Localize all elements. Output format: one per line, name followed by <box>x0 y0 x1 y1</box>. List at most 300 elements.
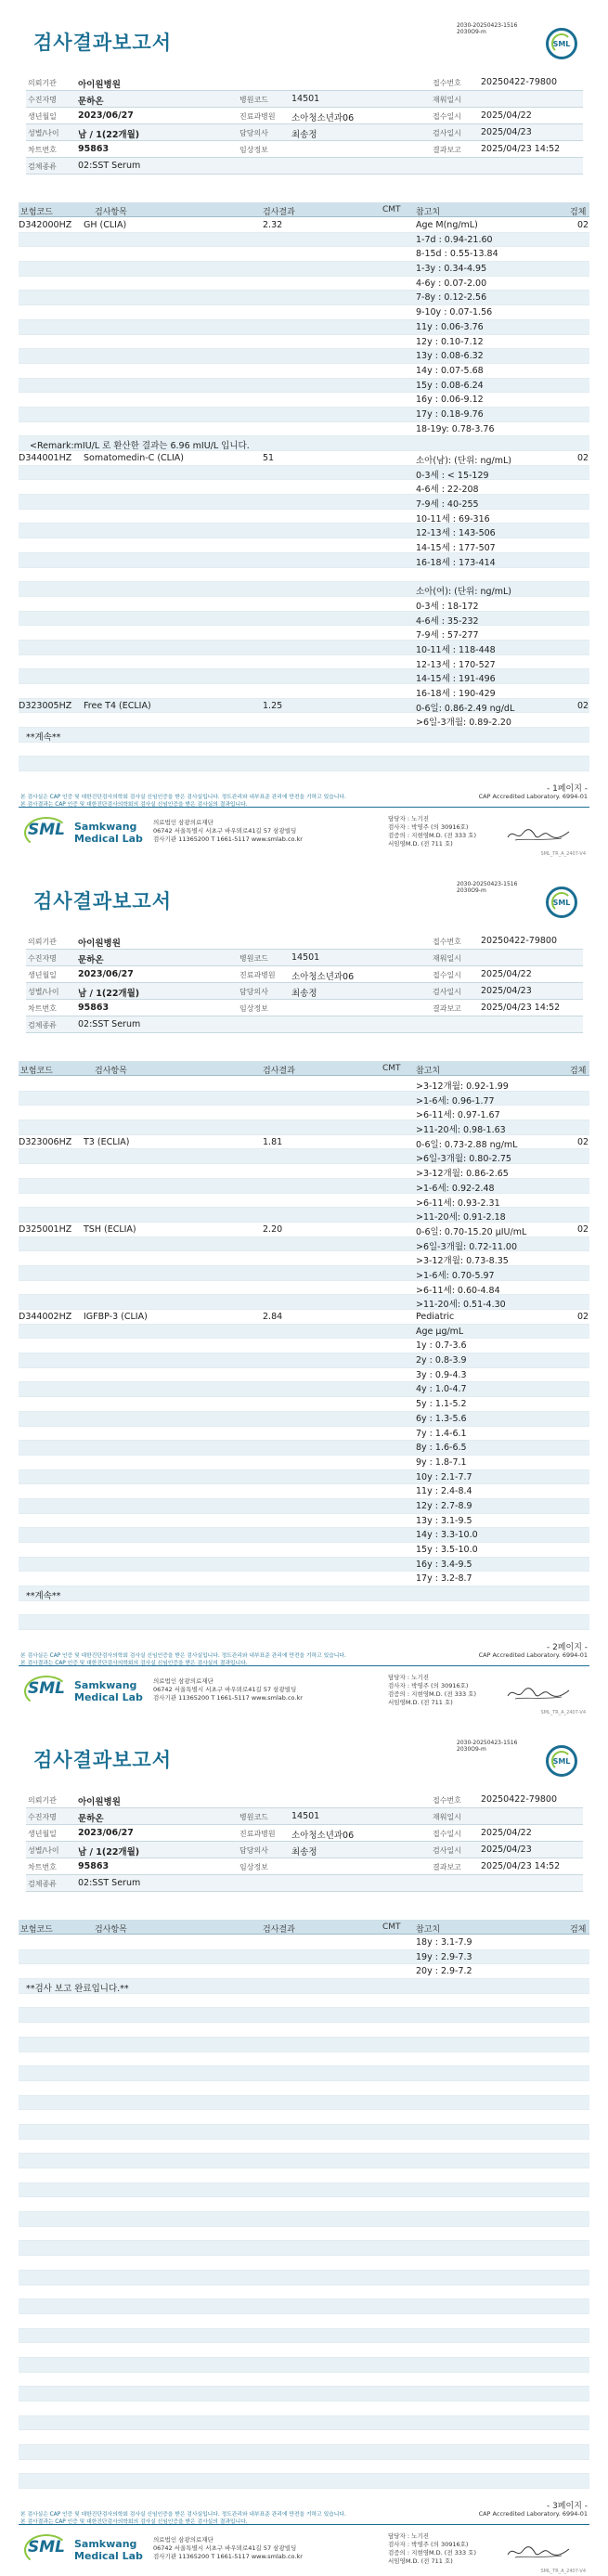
table-row <box>19 1528 589 1543</box>
hospital-code-label: 병원코드 <box>239 1813 268 1821</box>
reference-range: 3y : 0.9-4.3 <box>416 1369 467 1380</box>
hospital-code-value: 14501 <box>291 94 320 104</box>
table-row <box>19 2212 589 2227</box>
table-row <box>19 1427 589 1442</box>
col-code: 보험코드 <box>20 1925 53 1935</box>
dob-label: 생년월일 <box>28 1830 57 1838</box>
table-row <box>19 1412 589 1427</box>
tested-value: 2025/04/23 <box>481 986 532 996</box>
table-row <box>19 553 589 568</box>
reference-range: Pediatric <box>416 1312 455 1322</box>
dob-label: 생년월일 <box>28 112 57 121</box>
specimen-code: 02 <box>577 453 589 463</box>
info-row <box>26 158 583 175</box>
doctor-label: 담당의사 <box>239 1846 268 1855</box>
table-row <box>19 1558 589 1573</box>
reference-range: 8-15d : 0.55-13.84 <box>416 249 498 260</box>
table-row <box>19 1223 589 1237</box>
table-row <box>19 364 589 379</box>
table-row <box>19 1353 589 1368</box>
table-row <box>19 379 589 394</box>
barcode-line: 2030O9-m <box>457 29 486 35</box>
lab-notice: 본 검사실은 CAP 인증 및 대한진단검사의학회 검사실 신임인증을 받은 검사실입니다. 정도관리와 내부표준 관리에 만전을 기하고 있습니다. <box>20 2512 346 2518</box>
specimen-value: 02:SST Serum <box>78 1019 141 1029</box>
chart-label: 차트번호 <box>28 1863 57 1871</box>
hospital-code-value: 14501 <box>291 952 320 963</box>
table-row <box>19 2038 589 2052</box>
reference-range: >6일-3개월: 0.80-2.75 <box>416 1154 511 1165</box>
table-row <box>19 538 589 553</box>
name-value: 문하온 <box>78 955 104 965</box>
received-value: 2025/04/22 <box>481 110 532 121</box>
table-row <box>19 582 589 597</box>
table-row <box>19 2256 589 2271</box>
info-row <box>26 950 583 966</box>
reference-range: 9y : 1.8-7.1 <box>416 1456 467 1468</box>
table-row <box>19 2183 589 2198</box>
sex-age-label: 성별/나이 <box>28 988 59 996</box>
table-row <box>19 2299 589 2314</box>
table-row <box>19 2023 589 2038</box>
reference-range: 20y : 2.9-7.2 <box>416 1966 472 1977</box>
table-row <box>19 699 589 714</box>
reference-range: Age M(ng/mL) <box>416 220 478 230</box>
reference-range: 18y : 3.1-7.9 <box>416 1937 472 1948</box>
sex-age-label: 성별/나이 <box>28 1846 59 1855</box>
footer-divider <box>19 1665 589 1666</box>
barcode-line: 2030O9-m <box>457 1746 486 1753</box>
signature-icon <box>506 1685 571 1702</box>
table-row <box>19 1135 589 1150</box>
table-row <box>19 422 589 437</box>
tested-label: 검사일시 <box>433 129 461 137</box>
clinical-label: 임상정보 <box>239 1863 268 1871</box>
tested-label: 검사일시 <box>433 1846 461 1855</box>
continuation-note: **계속** <box>26 1591 61 1602</box>
reference-range: >11-20세: 0.51-4.30 <box>416 1300 506 1311</box>
table-row <box>19 2460 589 2475</box>
table-row <box>19 2314 589 2329</box>
table-row <box>19 320 589 335</box>
test-result: 51 <box>263 453 275 463</box>
col-ref: 참고치 <box>416 1925 441 1935</box>
specimen-label: 검체종류 <box>28 1880 57 1888</box>
table-row <box>19 2140 589 2155</box>
reference-range: 14-15세 : 191-496 <box>416 674 496 685</box>
reference-range: 15y : 0.08-6.24 <box>416 380 484 391</box>
col-name: 검사항목 <box>95 1067 127 1076</box>
doctor-line: 서임영M.D. (전 711 호) <box>388 1699 453 1706</box>
results-table-header <box>19 1061 589 1076</box>
hospital-code-value: 14501 <box>291 1811 320 1821</box>
dept-value: 소아청소년과06 <box>291 972 355 982</box>
table-row <box>19 2110 589 2125</box>
reference-range: 4-6y : 0.07-2.00 <box>416 278 487 289</box>
table-row <box>19 597 589 612</box>
specimen-code: 02 <box>577 1136 589 1147</box>
samkwang-logo-icon <box>28 1679 65 1705</box>
lab-name-line: Medical Lab <box>74 1691 143 1703</box>
table-row <box>19 1281 589 1296</box>
reference-range: 13y : 3.1-9.5 <box>416 1515 472 1526</box>
table-row <box>19 510 589 524</box>
reference-range: >1-6세: 0.92-2.48 <box>416 1183 495 1194</box>
footer-divider <box>19 807 589 808</box>
page-number: - 1페이지 - <box>546 784 588 794</box>
table-row <box>19 2066 589 2081</box>
table-row <box>19 2285 589 2300</box>
address-line: 의료법인 삼광의료재단 <box>153 819 213 826</box>
reported-label: 결과보고 <box>433 1863 461 1871</box>
reference-range: 7-9세 : 57-277 <box>416 630 479 641</box>
reference-range: 19y : 2.9-7.3 <box>416 1951 472 1962</box>
table-row <box>19 1514 589 1529</box>
table-row <box>19 436 589 451</box>
col-result: 검사결과 <box>263 208 295 217</box>
info-row <box>26 1000 583 1016</box>
barcode-label <box>457 22 517 35</box>
reference-range: >6-11세: 0.97-1.67 <box>416 1110 500 1121</box>
lab-name <box>74 1679 143 1703</box>
col-cmt: CMT <box>382 1922 401 1932</box>
doctor-line: 검증의 : 지현영M.D. (전 333 호) <box>388 1690 476 1698</box>
reference-range: >11-20세: 0.91-2.18 <box>416 1212 506 1223</box>
sml-logo-icon <box>546 887 577 918</box>
logo-text: SML <box>552 899 571 907</box>
samkwang-logo-icon <box>28 2538 65 2564</box>
col-name: 검사항목 <box>95 208 127 217</box>
info-row <box>26 141 583 158</box>
report-page <box>0 0 608 859</box>
table-row <box>19 247 589 262</box>
logo-ring <box>24 2534 69 2566</box>
patient-info <box>26 933 583 1033</box>
table-row <box>19 408 589 422</box>
lab-address <box>153 2536 303 2561</box>
table-row <box>19 2358 589 2373</box>
report-date-label: 재워일시 <box>433 954 461 963</box>
table-row <box>19 1266 589 1281</box>
report-date-label: 재워일시 <box>433 96 461 104</box>
reported-value: 2025/04/23 14:52 <box>481 144 561 154</box>
doctor-line: 담당자 : 노기진 <box>388 815 429 822</box>
doctor-line: 담당자 : 노기진 <box>388 1674 429 1681</box>
results-table-header <box>19 202 589 217</box>
reference-range: >3-12개월: 0.86-2.65 <box>416 1169 509 1180</box>
sml-logo-icon <box>546 1745 577 1777</box>
cap-accreditation: CAP Accredited Laboratory. 6994-01 <box>478 1651 588 1659</box>
chart-value: 95863 <box>78 1861 110 1871</box>
table-row <box>19 1194 589 1209</box>
doctor-label: 담당의사 <box>239 988 268 996</box>
table-row <box>19 1106 589 1120</box>
reported-label: 결과보고 <box>433 146 461 154</box>
table-row <box>19 1441 589 1456</box>
table-row <box>19 1325 589 1340</box>
address-line: 의료법인 삼광의료재단 <box>153 1677 213 1685</box>
dept-label: 진료과병원 <box>239 971 276 979</box>
reference-range: >6일-3개월: 0.89-2.20 <box>416 718 511 729</box>
col-ref: 참고치 <box>416 208 441 217</box>
name-label: 수진자명 <box>28 954 57 963</box>
report-title: 검사결과보고서 <box>33 890 173 913</box>
table-row <box>19 1950 589 1965</box>
dob-value: 2023/06/27 <box>78 969 134 979</box>
reference-range: 0-6일: 0.70-15.20 μIU/mL <box>416 1226 527 1237</box>
table-row <box>19 2387 589 2401</box>
table-row <box>19 2125 589 2140</box>
reference-range: 14y : 0.07-5.68 <box>416 365 484 376</box>
test-name: Free T4 (ECLIA) <box>84 700 151 711</box>
doctor-line: 서임영M.D. (전 711 호) <box>388 2557 453 2565</box>
lab-notice-2: 본 검사결과는 CAP 인증 및 대한진단검사의학회의 검사실 신임인증을 받은 검사실의 결과입니다. <box>20 2519 248 2525</box>
test-name: GH (CLIA) <box>84 220 127 230</box>
samkwang-logo-icon <box>28 821 65 847</box>
table-row <box>19 2445 589 2460</box>
chart-label: 차트번호 <box>28 1004 57 1013</box>
footer-divider <box>19 2524 589 2525</box>
insurance-code: D344001HZ <box>19 453 72 463</box>
logo-ring <box>24 817 69 848</box>
table-row <box>19 2343 589 2358</box>
specimen-label: 검체종류 <box>28 1021 57 1029</box>
table-row <box>19 2096 589 2111</box>
table-row <box>19 1586 589 1601</box>
col-specimen: 검체 <box>570 1925 587 1935</box>
logo-ring <box>24 1676 69 1707</box>
specimen-label: 검체종류 <box>28 162 57 171</box>
lab-name-line: Medical Lab <box>74 833 143 845</box>
col-code: 보험코드 <box>20 1067 53 1076</box>
reference-range: 2y : 0.8-3.9 <box>416 1355 467 1366</box>
clinical-label: 임상정보 <box>239 146 268 154</box>
test-name: TSH (ECLIA) <box>84 1223 136 1235</box>
table-row <box>19 349 589 364</box>
doctor-value: 최송정 <box>291 1847 317 1858</box>
hospital-value: 아이원병원 <box>78 80 121 90</box>
reported-value: 2025/04/23 14:52 <box>481 1861 561 1871</box>
reference-range: >6일-3개월: 0.72-11.00 <box>416 1241 518 1252</box>
table-row <box>19 1615 589 1630</box>
reference-range: 17y : 3.2-8.7 <box>416 1573 472 1585</box>
report-footer <box>0 1640 608 1717</box>
accession-label: 접수번호 <box>433 1796 461 1805</box>
reference-range: 16-18세 : 190-429 <box>416 689 496 699</box>
table-row <box>19 2052 589 2067</box>
table-row <box>19 2081 589 2096</box>
col-cmt: CMT <box>382 205 401 214</box>
table-row <box>19 393 589 408</box>
table-row <box>19 262 589 277</box>
received-label: 접수일시 <box>433 1830 461 1838</box>
lab-name <box>74 2538 143 2562</box>
lab-notice: 본 검사실은 CAP 인증 및 대한진단검사의학회 검사실 신임인증을 받은 검사실입니다. 정도관리와 내부표준 관리에 만전을 기하고 있습니다. <box>20 1653 346 1659</box>
hospital-code-label: 병원코드 <box>239 954 268 963</box>
table-row <box>19 626 589 641</box>
info-row <box>26 1016 583 1033</box>
report-title: 검사결과보고서 <box>33 32 173 54</box>
doctor-value: 최송정 <box>291 130 317 140</box>
dept-label: 진료과병원 <box>239 112 276 121</box>
test-result: 2.20 <box>263 1223 283 1235</box>
address-line: 검사기관 11365200 T 1661-5117 www.smlab.co.kr <box>153 2553 303 2560</box>
name-label: 수진자명 <box>28 96 57 104</box>
barcode-line: 2030-20250423-1516 <box>457 22 518 29</box>
barcode-line: 2030-20250423-1516 <box>457 1740 518 1746</box>
doctor-line: 검증의 : 지현영M.D. (전 333 호) <box>388 2549 476 2557</box>
reference-range: 17y : 0.18-9.76 <box>416 408 484 420</box>
doctor-line: 검사자 : 박영주 (의 30916호) <box>388 2541 469 2548</box>
info-row <box>26 1875 583 1892</box>
table-row <box>19 1077 589 1092</box>
table-row <box>19 2416 589 2431</box>
reference-range: 14y : 3.3-10.0 <box>416 1530 478 1541</box>
barcode-label <box>457 1740 517 1753</box>
patient-info <box>26 1792 583 1892</box>
chart-label: 차트번호 <box>28 146 57 154</box>
doctor-value: 최송정 <box>291 989 317 999</box>
table-row <box>19 1935 589 1950</box>
table-row <box>19 2154 589 2168</box>
table-row <box>19 1382 589 1397</box>
table-row <box>19 1179 589 1194</box>
reference-range: 소아(남): (단위: ng/mL) <box>416 456 511 466</box>
report-header <box>0 859 608 924</box>
reported-value: 2025/04/23 14:52 <box>481 1003 561 1013</box>
info-row <box>26 1825 583 1842</box>
table-row <box>19 1499 589 1514</box>
reference-range: 1-3y : 0.34-4.95 <box>416 264 487 275</box>
info-row <box>26 966 583 983</box>
tested-value: 2025/04/23 <box>481 127 532 137</box>
continuation-note: **검사 보고 완료입니다.** <box>26 1984 129 1995</box>
received-value: 2025/04/22 <box>481 1828 532 1838</box>
reference-range: 15y : 3.5-10.0 <box>416 1545 478 1555</box>
reference-range: 4y : 1.0-4.7 <box>416 1384 467 1395</box>
table-row <box>19 655 589 670</box>
accession-value: 20250422-79800 <box>481 1794 558 1805</box>
info-row <box>26 1808 583 1825</box>
report-page <box>0 859 608 1717</box>
reference-range: 16-18세 : 173-414 <box>416 557 496 568</box>
test-result: 2.32 <box>263 220 283 230</box>
reference-range: 16y : 3.4-9.5 <box>416 1559 472 1570</box>
table-row <box>19 1397 589 1412</box>
patient-info <box>26 74 583 175</box>
test-name: IGFBP-3 (CLIA) <box>84 1312 148 1322</box>
reference-range: 11y : 0.06-3.76 <box>416 321 484 332</box>
table-row <box>19 743 589 757</box>
result-remark: <Remark:mIU/L 로 환산한 결과는 6.96 mIU/L 입니다. <box>30 441 250 452</box>
report-page <box>0 1717 608 2576</box>
reference-range: 12-13세 : 170-527 <box>416 659 496 670</box>
report-date-label: 재워일시 <box>433 1813 461 1821</box>
tested-label: 검사일시 <box>433 988 461 996</box>
reference-range: >6-11세: 0.93-2.31 <box>416 1197 500 1209</box>
reference-range: 0-6일: 0.73-2.88 ng/mL <box>416 1139 518 1150</box>
reference-range: 16y : 0.06-9.12 <box>416 395 484 406</box>
form-id: SML_TR_A_2407-V4 <box>540 2569 586 2574</box>
table-row <box>19 757 589 771</box>
hospital-value: 아이원병원 <box>78 1797 121 1807</box>
address-line: 검사기관 11365200 T 1661-5117 www.smlab.co.kr <box>153 1694 303 1702</box>
table-row <box>19 305 589 320</box>
table-row <box>19 1368 589 1383</box>
reference-range: 0-3세 : < 15-129 <box>416 470 489 481</box>
reference-range: 10-11세 : 69-316 <box>416 513 490 524</box>
reference-range: 1-7d : 0.94-21.60 <box>416 234 493 245</box>
results-table-body <box>19 1077 589 1640</box>
received-label: 접수일시 <box>433 971 461 979</box>
doctor-line: 검사자 : 박영주 (의 30916호) <box>388 823 469 831</box>
insurance-code: D323005HZ <box>19 700 72 711</box>
test-result: 1.25 <box>263 700 283 711</box>
reference-range: 7y : 1.4-6.1 <box>416 1428 467 1439</box>
info-row <box>26 1858 583 1875</box>
reference-range: 7-8y : 0.12-2.56 <box>416 292 487 304</box>
dob-value: 2023/06/27 <box>78 110 134 121</box>
reference-range: 10-11세 : 118-448 <box>416 644 496 655</box>
insurance-code: D342000HZ <box>19 220 72 230</box>
page-number: - 3페이지 - <box>546 2502 588 2511</box>
table-row <box>19 1339 589 1353</box>
results-table-body <box>19 1935 589 2499</box>
info-row <box>26 74 583 91</box>
table-row <box>19 524 589 538</box>
specimen-value: 02:SST Serum <box>78 1878 141 1888</box>
form-id: SML_TR_A_2407-V4 <box>540 1710 586 1715</box>
reference-range: 5y : 1.1-5.2 <box>416 1399 467 1410</box>
reference-range: 14-15세 : 177-507 <box>416 543 496 554</box>
table-row <box>19 218 589 233</box>
sex-age-label: 성별/나이 <box>28 129 59 137</box>
page-number: - 2페이지 - <box>546 1643 588 1652</box>
table-row <box>19 1295 589 1310</box>
accession-label: 접수번호 <box>433 79 461 87</box>
hospital-label: 의뢰기관 <box>28 1796 57 1805</box>
hospital-label: 의뢰기관 <box>28 938 57 946</box>
signature-icon <box>506 826 571 843</box>
sex-age-value: 남 / 1(22개월) <box>78 989 140 999</box>
info-row <box>26 124 583 141</box>
table-row <box>19 669 589 684</box>
hospital-value: 아이원병원 <box>78 938 121 949</box>
insurance-code: D325001HZ <box>19 1223 72 1235</box>
reference-range: 6y : 1.3-5.6 <box>416 1413 467 1424</box>
doctor-line: 담당자 : 노기진 <box>388 2532 429 2540</box>
logo-letters: SML <box>28 821 65 839</box>
col-result: 검사결과 <box>263 1067 295 1076</box>
table-row <box>19 1543 589 1558</box>
table-row <box>19 291 589 305</box>
col-specimen: 검체 <box>570 1067 587 1076</box>
dept-value: 소아청소년과06 <box>291 113 355 123</box>
table-row <box>19 713 589 728</box>
table-row <box>19 1470 589 1485</box>
table-row <box>19 451 589 466</box>
col-specimen: 검체 <box>570 208 587 217</box>
table-row <box>19 684 589 699</box>
reference-range: >3-12개월: 0.92-1.99 <box>416 1081 509 1092</box>
table-row <box>19 1208 589 1223</box>
table-row <box>19 1979 589 1994</box>
table-row <box>19 2168 589 2183</box>
info-row <box>26 933 583 950</box>
report-title: 검사결과보고서 <box>33 1749 173 1771</box>
col-code: 보험코드 <box>20 208 53 217</box>
table-row <box>19 1310 589 1325</box>
report-header <box>0 0 608 65</box>
